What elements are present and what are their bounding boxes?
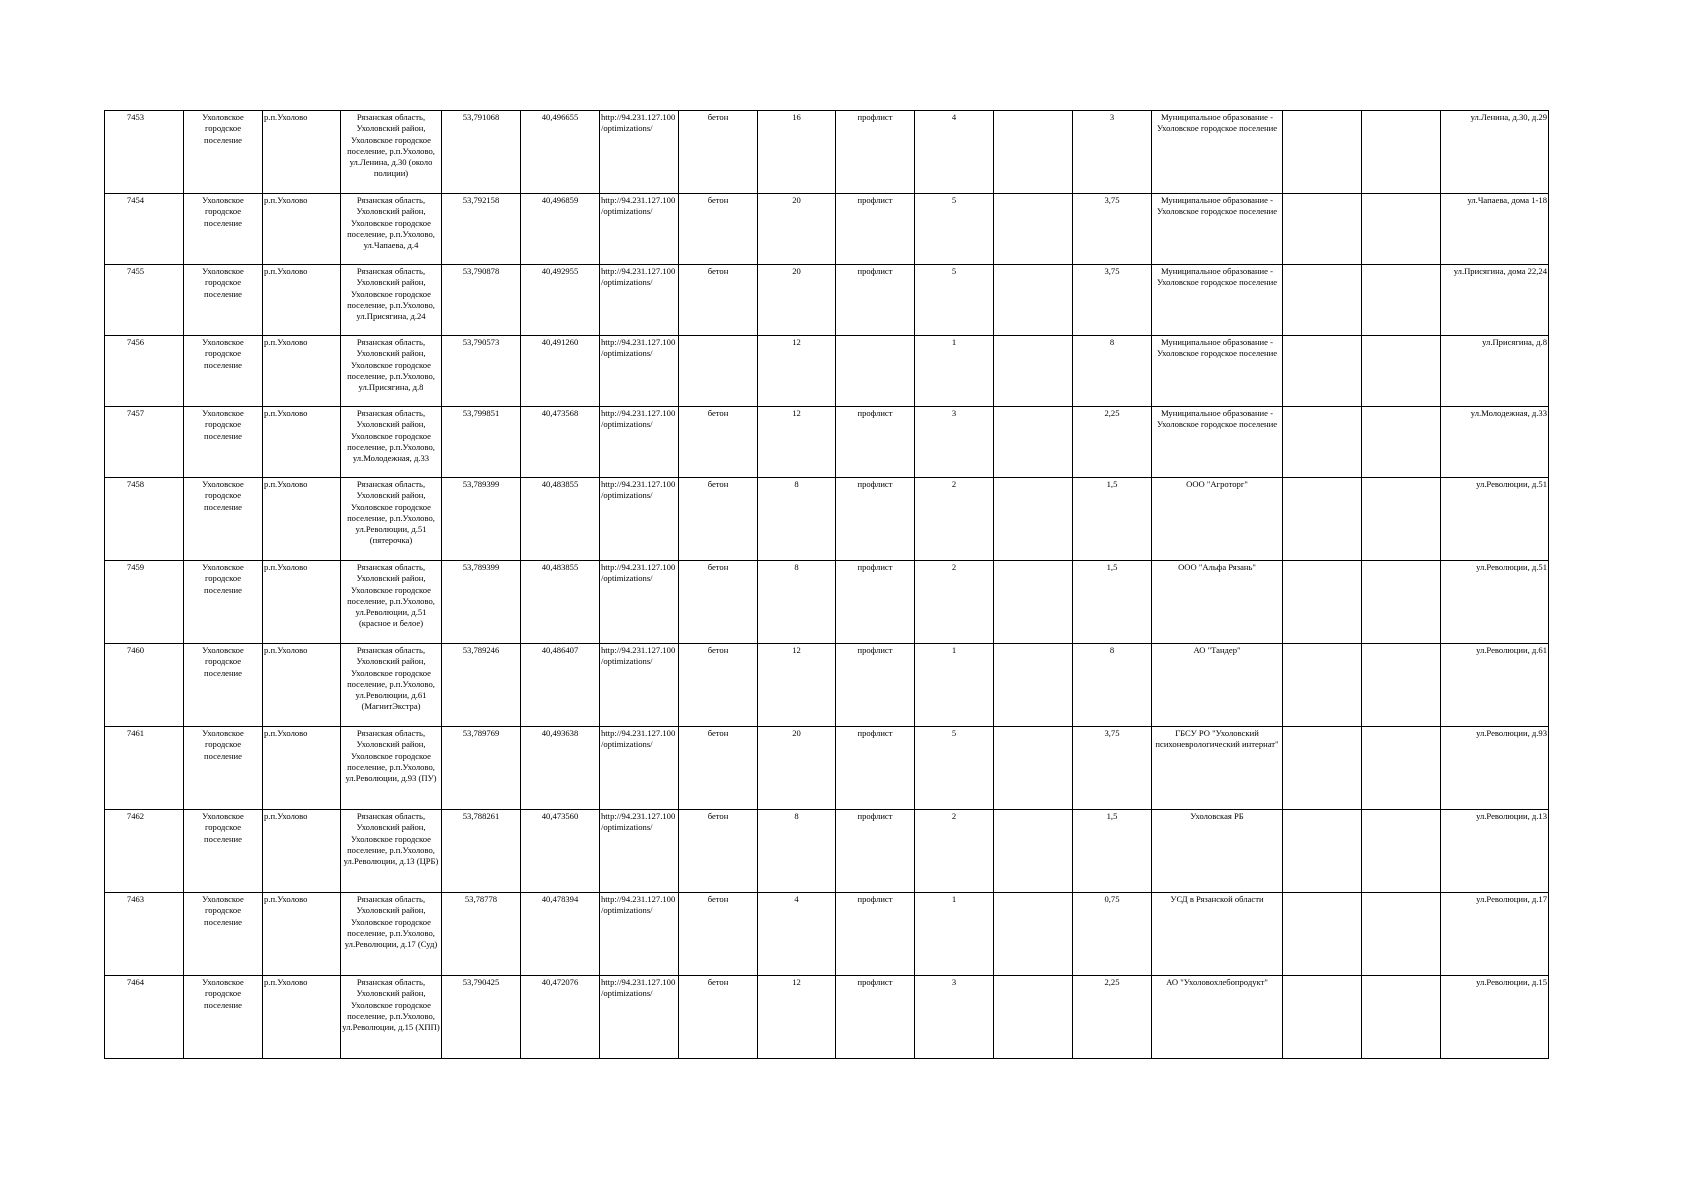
container-count-cell: 3 <box>915 407 994 478</box>
fence-cell: профлист <box>836 194 915 265</box>
container-count-cell: 2 <box>915 478 994 561</box>
empty-cell <box>994 727 1073 810</box>
owner-cell: Муниципальное образование - Ухоловское городское поселение <box>1152 407 1283 478</box>
empty-cell <box>1362 976 1441 1059</box>
volume-cell: 0,75 <box>1073 893 1152 976</box>
empty-cell <box>1283 976 1362 1059</box>
volume-cell: 8 <box>1073 336 1152 407</box>
waste-sources-cell: ул.Революции, д.17 <box>1441 893 1549 976</box>
owner-cell: Муниципальное образование - Ухоловское городское поселение <box>1152 336 1283 407</box>
container-count-cell: 5 <box>915 194 994 265</box>
owner-cell: ООО "Агроторг" <box>1152 478 1283 561</box>
address-cell: Рязанская область, Ухоловский район, Ухоловское городское поселение, р.п.Ухолово, ул.Революции, д.51 (пятерочка) <box>341 478 442 561</box>
locality-cell: р.п.Ухолово <box>263 976 341 1059</box>
fence-cell: профлист <box>836 478 915 561</box>
table-row <box>105 111 1549 194</box>
waste-sources-cell: ул.Присягина, д.8 <box>1441 336 1549 407</box>
fence-cell: профлист <box>836 407 915 478</box>
surface-cell: бетон <box>679 265 758 336</box>
longitude-cell: 40,473560 <box>521 810 600 893</box>
owner-cell: УСД в Рязанской области <box>1152 893 1283 976</box>
area-cell: 12 <box>758 976 836 1059</box>
longitude-cell: 40,486407 <box>521 644 600 727</box>
surface-cell: бетон <box>679 810 758 893</box>
record-id-cell: 7458 <box>105 478 184 561</box>
longitude-cell: 40,491260 <box>521 336 600 407</box>
owner-cell: Муниципальное образование - Ухоловское городское поселение <box>1152 194 1283 265</box>
record-id-cell: 7461 <box>105 727 184 810</box>
fence-cell: профлист <box>836 644 915 727</box>
locality-cell: р.п.Ухолово <box>263 644 341 727</box>
table-row <box>105 976 1549 1059</box>
empty-cell <box>1362 336 1441 407</box>
owner-cell: Муниципальное образование - Ухоловское городское поселение <box>1152 265 1283 336</box>
record-id-cell: 7464 <box>105 976 184 1059</box>
empty-cell <box>1283 810 1362 893</box>
settlement-cell: Ухоловское городское поселение <box>184 561 263 644</box>
settlement-cell: Ухоловское городское поселение <box>184 111 263 194</box>
container-count-cell: 5 <box>915 727 994 810</box>
surface-cell: бетон <box>679 194 758 265</box>
surface-cell: бетон <box>679 478 758 561</box>
longitude-cell: 40,496859 <box>521 194 600 265</box>
empty-cell <box>1283 727 1362 810</box>
settlement-cell: Ухоловское городское поселение <box>184 407 263 478</box>
settlement-cell: Ухоловское городское поселение <box>184 336 263 407</box>
empty-cell <box>1283 478 1362 561</box>
area-cell: 20 <box>758 727 836 810</box>
empty-cell <box>1283 194 1362 265</box>
empty-cell <box>994 478 1073 561</box>
owner-cell: ГБСУ РО "Ухоловский психоневрологический интернат" <box>1152 727 1283 810</box>
url-cell: http://94.231.127.100/optimizations/ <box>600 478 679 561</box>
table-row <box>105 810 1549 893</box>
address-cell: Рязанская область, Ухоловский район, Ухоловское городское поселение, р.п.Ухолово, ул.Присягина, д.24 <box>341 265 442 336</box>
empty-cell <box>1283 407 1362 478</box>
empty-cell <box>994 976 1073 1059</box>
empty-cell <box>1283 265 1362 336</box>
longitude-cell: 40,483855 <box>521 561 600 644</box>
volume-cell: 3 <box>1073 111 1152 194</box>
locality-cell: р.п.Ухолово <box>263 893 341 976</box>
surface-cell: бетон <box>679 561 758 644</box>
container-count-cell: 4 <box>915 111 994 194</box>
settlement-cell: Ухоловское городское поселение <box>184 478 263 561</box>
volume-cell: 3,75 <box>1073 265 1152 336</box>
empty-cell <box>994 194 1073 265</box>
waste-sources-cell: ул.Революции, д.61 <box>1441 644 1549 727</box>
address-cell: Рязанская область, Ухоловский район, Ухоловское городское поселение, р.п.Ухолово, ул.Молодежная, д.33 <box>341 407 442 478</box>
locality-cell: р.п.Ухолово <box>263 336 341 407</box>
latitude-cell: 53,789399 <box>442 561 521 644</box>
empty-cell <box>1362 561 1441 644</box>
longitude-cell: 40,496655 <box>521 111 600 194</box>
locality-cell: р.п.Ухолово <box>263 561 341 644</box>
empty-cell <box>994 893 1073 976</box>
table-row <box>105 336 1549 407</box>
record-id-cell: 7463 <box>105 893 184 976</box>
table-body <box>105 111 1549 1059</box>
latitude-cell: 53,799851 <box>442 407 521 478</box>
empty-cell <box>1283 111 1362 194</box>
empty-cell <box>994 336 1073 407</box>
owner-cell: АО "Тандер" <box>1152 644 1283 727</box>
record-id-cell: 7456 <box>105 336 184 407</box>
record-id-cell: 7462 <box>105 810 184 893</box>
latitude-cell: 53,789246 <box>442 644 521 727</box>
address-cell: Рязанская область, Ухоловский район, Ухоловское городское поселение, р.п.Ухолово, ул.Присягина, д.8 <box>341 336 442 407</box>
volume-cell: 1,5 <box>1073 810 1152 893</box>
empty-cell <box>1283 644 1362 727</box>
url-cell: http://94.231.127.100/optimizations/ <box>600 561 679 644</box>
longitude-cell: 40,492955 <box>521 265 600 336</box>
empty-cell <box>1362 644 1441 727</box>
empty-cell <box>994 561 1073 644</box>
locality-cell: р.п.Ухолово <box>263 111 341 194</box>
table-row <box>105 265 1549 336</box>
container-count-cell: 2 <box>915 810 994 893</box>
fence-cell: профлист <box>836 810 915 893</box>
locality-cell: р.п.Ухолово <box>263 194 341 265</box>
longitude-cell: 40,493638 <box>521 727 600 810</box>
area-cell: 12 <box>758 407 836 478</box>
container-count-cell: 3 <box>915 976 994 1059</box>
empty-cell <box>994 644 1073 727</box>
volume-cell: 2,25 <box>1073 407 1152 478</box>
volume-cell: 3,75 <box>1073 727 1152 810</box>
owner-cell: Муниципальное образование - Ухоловское городское поселение <box>1152 111 1283 194</box>
waste-sources-cell: ул.Молодежная, д.33 <box>1441 407 1549 478</box>
volume-cell: 2,25 <box>1073 976 1152 1059</box>
area-cell: 12 <box>758 644 836 727</box>
area-cell: 8 <box>758 810 836 893</box>
longitude-cell: 40,478394 <box>521 893 600 976</box>
settlement-cell: Ухоловское городское поселение <box>184 893 263 976</box>
latitude-cell: 53,789769 <box>442 727 521 810</box>
settlement-cell: Ухоловское городское поселение <box>184 727 263 810</box>
area-cell: 20 <box>758 194 836 265</box>
fence-cell: профлист <box>836 893 915 976</box>
locality-cell: р.п.Ухолово <box>263 727 341 810</box>
empty-cell <box>1362 194 1441 265</box>
locality-cell: р.п.Ухолово <box>263 478 341 561</box>
surface-cell: бетон <box>679 893 758 976</box>
empty-cell <box>1362 111 1441 194</box>
area-cell: 20 <box>758 265 836 336</box>
latitude-cell: 53,790573 <box>442 336 521 407</box>
waste-sources-cell: ул.Ленина, д.30, д.29 <box>1441 111 1549 194</box>
area-cell: 8 <box>758 561 836 644</box>
surface-cell <box>679 336 758 407</box>
fence-cell: профлист <box>836 265 915 336</box>
longitude-cell: 40,473568 <box>521 407 600 478</box>
address-cell: Рязанская область, Ухоловский район, Ухоловское городское поселение, р.п.Ухолово, ул.Революции, д.51 (красное и белое) <box>341 561 442 644</box>
empty-cell <box>1362 478 1441 561</box>
table-row <box>105 727 1549 810</box>
empty-cell <box>994 265 1073 336</box>
waste-sources-cell: ул.Революции, д.13 <box>1441 810 1549 893</box>
locality-cell: р.п.Ухолово <box>263 407 341 478</box>
empty-cell <box>994 407 1073 478</box>
surface-cell: бетон <box>679 727 758 810</box>
volume-cell: 3,75 <box>1073 194 1152 265</box>
address-cell: Рязанская область, Ухоловский район, Ухоловское городское поселение, р.п.Ухолово, ул.Революции, д.17 (Суд) <box>341 893 442 976</box>
url-cell: http://94.231.127.100/optimizations/ <box>600 644 679 727</box>
empty-cell <box>994 810 1073 893</box>
url-cell: http://94.231.127.100/optimizations/ <box>600 111 679 194</box>
empty-cell <box>994 111 1073 194</box>
table-row <box>105 561 1549 644</box>
url-cell: http://94.231.127.100/optimizations/ <box>600 727 679 810</box>
url-cell: http://94.231.127.100/optimizations/ <box>600 893 679 976</box>
locality-cell: р.п.Ухолово <box>263 810 341 893</box>
address-cell: Рязанская область, Ухоловский район, Ухоловское городское поселение, р.п.Ухолово, ул.Революции, д.61 (МагнитЭкстра) <box>341 644 442 727</box>
address-cell: Рязанская область, Ухоловский район, Ухоловское городское поселение, р.п.Ухолово, ул.Революции, д.15 (ХПП) <box>341 976 442 1059</box>
container-count-cell: 1 <box>915 336 994 407</box>
latitude-cell: 53,792158 <box>442 194 521 265</box>
area-cell: 16 <box>758 111 836 194</box>
url-cell: http://94.231.127.100/optimizations/ <box>600 265 679 336</box>
settlement-cell: Ухоловское городское поселение <box>184 194 263 265</box>
table-row <box>105 644 1549 727</box>
record-id-cell: 7453 <box>105 111 184 194</box>
container-count-cell: 1 <box>915 893 994 976</box>
empty-cell <box>1283 893 1362 976</box>
table-row <box>105 893 1549 976</box>
area-cell: 4 <box>758 893 836 976</box>
table-row <box>105 407 1549 478</box>
locality-cell: р.п.Ухолово <box>263 265 341 336</box>
url-cell: http://94.231.127.100/optimizations/ <box>600 810 679 893</box>
settlement-cell: Ухоловское городское поселение <box>184 265 263 336</box>
url-cell: http://94.231.127.100/optimizations/ <box>600 336 679 407</box>
latitude-cell: 53,78778 <box>442 893 521 976</box>
latitude-cell: 53,788261 <box>442 810 521 893</box>
record-id-cell: 7457 <box>105 407 184 478</box>
surface-cell: бетон <box>679 644 758 727</box>
surface-cell: бетон <box>679 111 758 194</box>
waste-sources-cell: ул.Чапаева, дома 1-18 <box>1441 194 1549 265</box>
fence-cell: профлист <box>836 561 915 644</box>
waste-sources-cell: ул.Революции, д.15 <box>1441 976 1549 1059</box>
volume-cell: 8 <box>1073 644 1152 727</box>
record-id-cell: 7454 <box>105 194 184 265</box>
table-row <box>105 478 1549 561</box>
latitude-cell: 53,789399 <box>442 478 521 561</box>
waste-site-registry-table <box>104 110 1549 1059</box>
url-cell: http://94.231.127.100/optimizations/ <box>600 194 679 265</box>
fence-cell <box>836 336 915 407</box>
address-cell: Рязанская область, Ухоловский район, Ухоловское городское поселение, р.п.Ухолово, ул.Чапаева, д.4 <box>341 194 442 265</box>
address-cell: Рязанская область, Ухоловский район, Ухоловское городское поселение, р.п.Ухолово, ул.Революции, д.93 (ПУ) <box>341 727 442 810</box>
owner-cell: Ухоловская РБ <box>1152 810 1283 893</box>
area-cell: 8 <box>758 478 836 561</box>
empty-cell <box>1362 810 1441 893</box>
waste-sources-cell: ул.Революции, д.93 <box>1441 727 1549 810</box>
address-cell: Рязанская область, Ухоловский район, Ухоловское городское поселение, р.п.Ухолово, ул.Революции, д.13 (ЦРБ) <box>341 810 442 893</box>
latitude-cell: 53,790878 <box>442 265 521 336</box>
empty-cell <box>1283 336 1362 407</box>
empty-cell <box>1362 727 1441 810</box>
fence-cell: профлист <box>836 976 915 1059</box>
settlement-cell: Ухоловское городское поселение <box>184 644 263 727</box>
address-cell: Рязанская область, Ухоловский район, Ухоловское городское поселение, р.п.Ухолово, ул.Ленина, д.30 (около полиции) <box>341 111 442 194</box>
empty-cell <box>1362 407 1441 478</box>
longitude-cell: 40,472076 <box>521 976 600 1059</box>
record-id-cell: 7455 <box>105 265 184 336</box>
surface-cell: бетон <box>679 976 758 1059</box>
longitude-cell: 40,483855 <box>521 478 600 561</box>
empty-cell <box>1283 561 1362 644</box>
fence-cell: профлист <box>836 727 915 810</box>
container-count-cell: 5 <box>915 265 994 336</box>
url-cell: http://94.231.127.100/optimizations/ <box>600 407 679 478</box>
table-row <box>105 194 1549 265</box>
waste-sources-cell: ул.Революции, д.51 <box>1441 478 1549 561</box>
settlement-cell: Ухоловское городское поселение <box>184 976 263 1059</box>
owner-cell: ООО "Альфа Рязань" <box>1152 561 1283 644</box>
owner-cell: АО "Ухоловохлебопродукт" <box>1152 976 1283 1059</box>
settlement-cell: Ухоловское городское поселение <box>184 810 263 893</box>
empty-cell <box>1362 893 1441 976</box>
volume-cell: 1,5 <box>1073 561 1152 644</box>
volume-cell: 1,5 <box>1073 478 1152 561</box>
container-count-cell: 2 <box>915 561 994 644</box>
latitude-cell: 53,790425 <box>442 976 521 1059</box>
record-id-cell: 7459 <box>105 561 184 644</box>
waste-sources-cell: ул.Революции, д.51 <box>1441 561 1549 644</box>
empty-cell <box>1362 265 1441 336</box>
fence-cell: профлист <box>836 111 915 194</box>
url-cell: http://94.231.127.100/optimizations/ <box>600 976 679 1059</box>
area-cell: 12 <box>758 336 836 407</box>
surface-cell: бетон <box>679 407 758 478</box>
container-count-cell: 1 <box>915 644 994 727</box>
latitude-cell: 53,791068 <box>442 111 521 194</box>
waste-sources-cell: ул.Присягина, дома 22,24 <box>1441 265 1549 336</box>
record-id-cell: 7460 <box>105 644 184 727</box>
